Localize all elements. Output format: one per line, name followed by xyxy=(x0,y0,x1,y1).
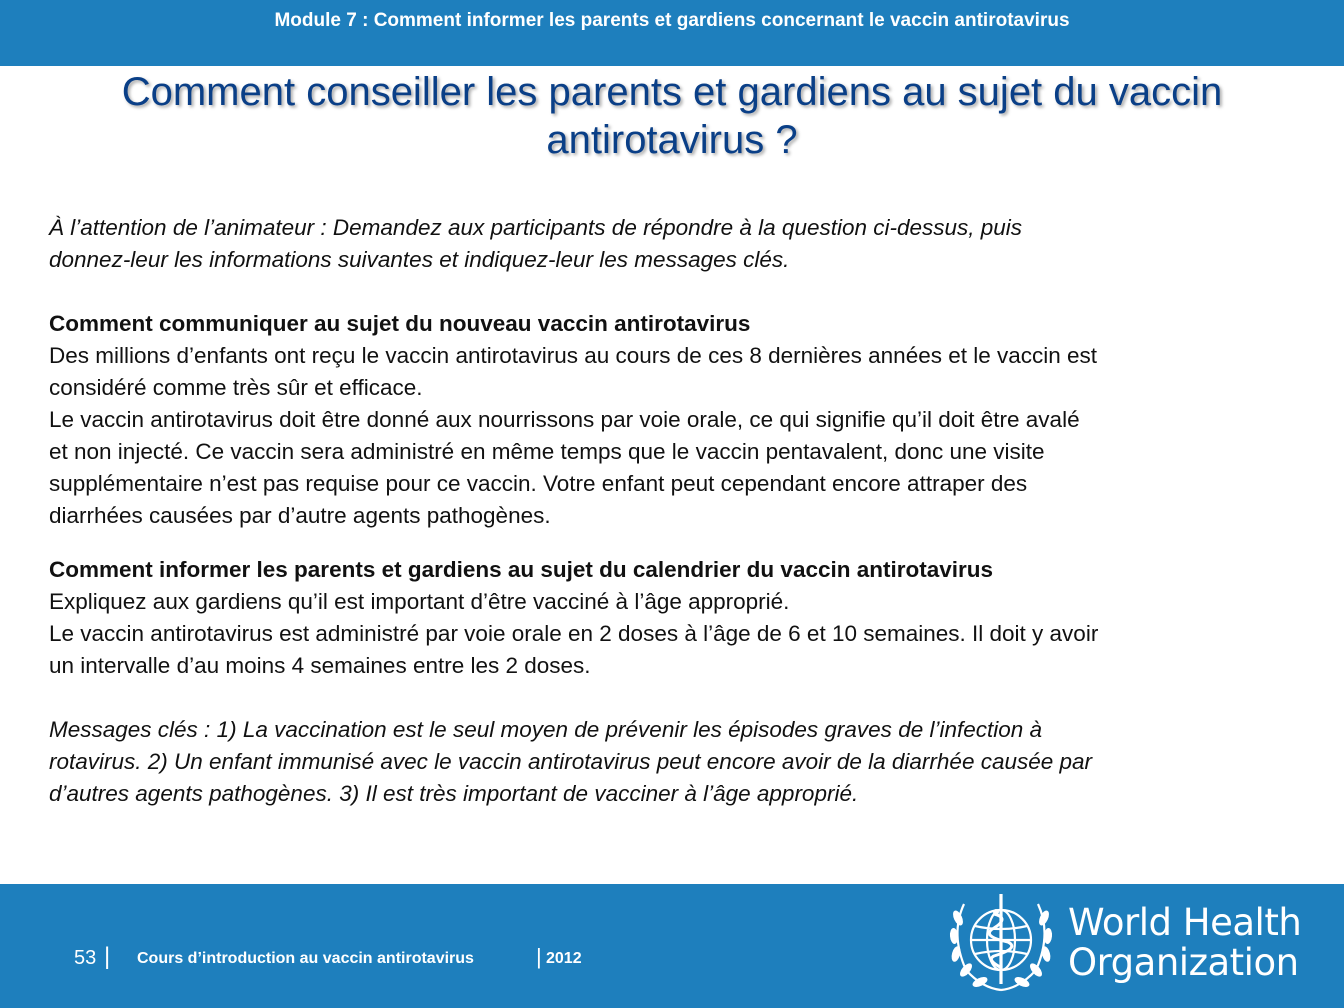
key-messages-line: rotavirus. 2) Un enfant immunisé avec le vaccin antirotavirus peut encore avoir de la diarrhée causée par xyxy=(49,749,1093,774)
section1-line: Des millions d’enfants ont reçu le vaccin antirotavirus au cours de ces 8 dernières années et le vaccin est xyxy=(49,343,1098,368)
slide-content xyxy=(49,212,1309,810)
section1-line: diarrhées causées par d’autre agents pathogènes. xyxy=(49,503,551,528)
section1-line: Le vaccin antirotavirus doit être donné aux nourrissons par voie orale, ce qui signifie qu’il doit être avalé xyxy=(49,407,1080,432)
course-title: Cours d’introduction au vaccin antirotavirus xyxy=(137,950,474,967)
who-wordmark-line-1: World Health xyxy=(1068,901,1302,944)
key-messages-line: d’autres agents pathogènes. 3) Il est très important de vacciner à l’âge approprié. xyxy=(49,781,859,806)
who-emblem-icon xyxy=(942,884,1060,996)
section2-line: Le vaccin antirotavirus est administré par voie orale en 2 doses à l’âge de 6 et 10 semaines. Il doit y avoir xyxy=(49,621,1099,646)
year-separator: | xyxy=(536,944,542,969)
header-bar xyxy=(0,0,1344,66)
section2-line: Expliquez aux gardiens qu’il est important d’être vacciné à l’âge approprié. xyxy=(49,589,790,614)
section2-heading: Comment informer les parents et gardiens au sujet du calendrier du vaccin antirotavirus xyxy=(49,557,994,582)
slide-title xyxy=(0,68,1344,164)
section2-line: un intervalle d’au moins 4 semaines entre les 2 doses. xyxy=(49,653,591,678)
who-wordmark xyxy=(1068,903,1301,983)
section1-heading: Comment communiquer au sujet du nouveau vaccin antirotavirus xyxy=(49,311,751,336)
section1-line: considéré comme très sûr et efficace. xyxy=(49,375,423,400)
facilitator-note-line: donnez-leur les informations suivantes et indiquez-leur les messages clés. xyxy=(49,247,790,272)
slide-title-line-1: Comment conseiller les parents et gardiens au sujet du vaccin xyxy=(121,70,1223,114)
key-messages-line: Messages clés : 1) La vaccination est le seul moyen de prévenir les épisodes graves de l’infection à xyxy=(49,717,1043,742)
facilitator-note-line: À l’attention de l’animateur : Demandez aux participants de répondre à la question ci-dessus, puis xyxy=(49,215,1023,240)
course-year: 2012 xyxy=(546,950,582,967)
slide-title-line-2: antirotavirus ? xyxy=(546,118,798,162)
module-title: Module 7 : Comment informer les parents et gardiens concernant le vaccin antirotavirus xyxy=(274,10,1070,31)
page-number: 53 xyxy=(74,947,97,969)
section1-line: et non injecté. Ce vaccin sera administré en même temps que le vaccin pentavalent, donc une visite xyxy=(49,439,1045,464)
page-separator: | xyxy=(104,943,111,970)
section1-line: supplémentaire n’est pas requise pour ce vaccin. Votre enfant peut cependant encore attraper des xyxy=(49,471,1028,496)
who-wordmark-line-2: Organization xyxy=(1068,941,1299,984)
